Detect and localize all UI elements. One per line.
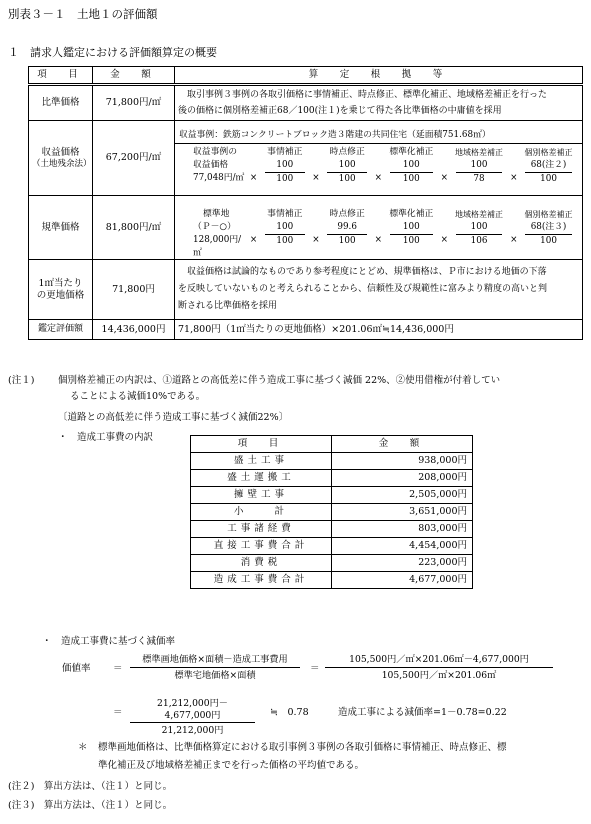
kijun-num-0: 100 — [265, 221, 305, 235]
kijun-head-5: 個別格差補正 — [524, 209, 573, 219]
shueki-num-4: 68(注２) — [525, 159, 572, 173]
rate-label: 価値率 — [62, 663, 91, 674]
cost-amount: 208,000円 — [332, 470, 473, 487]
note2: (注２) 算出方法は、（注１）と同じ。 — [8, 781, 173, 792]
cost-item: 消費税 — [191, 555, 332, 572]
kijun-num-3: 100 — [456, 221, 503, 235]
hikaku-text-2: 後の価格に個別格差補正68／100(注１)を乗じて得た各比準価格の中庸値を採用 — [178, 106, 502, 116]
cost-amount: 938,000円 — [332, 453, 473, 470]
cost-item: 盛土工事 — [191, 453, 332, 470]
cost-amount: 803,000円 — [332, 521, 473, 538]
shueki-head-5: 個別格差補正 — [524, 147, 573, 157]
kijun-head-2: 時点修正 — [329, 208, 365, 219]
fraction-1-denominator: 標準宅地価格×面積 — [174, 669, 256, 681]
shueki-num-1: 100 — [327, 159, 367, 173]
page-title: 別表３－１ 土地１の評価額 — [8, 7, 158, 21]
fraction-1-numerator: 標準画地価格×面積－造成工事費用 — [130, 654, 300, 668]
note1-line-2: ることによる減価10%である。 — [70, 391, 206, 402]
cost-item: 造成工事費合計 — [191, 572, 332, 589]
header-basis: 算 定 根 拠 等 — [175, 67, 583, 85]
kijun-den-4: 100 — [540, 235, 557, 246]
shueki-num-0: 100 — [265, 159, 305, 173]
shueki-head-3: 標準化補正 — [389, 146, 434, 157]
header-item: 項 目 — [29, 67, 93, 85]
sara-text-1: 収益価格は試論的なものであり参考程度にとどめ、規準価格は、Ｐ市における地価の下落 — [178, 267, 547, 277]
sara-text-3: 断される比準価格を採用 — [178, 301, 278, 311]
kijun-base-2: 128,000円/㎡ — [193, 235, 242, 258]
sara-label-2: の更地価格 — [36, 289, 85, 301]
fraction-2-denominator: 105,500円／㎡×201.06㎡ — [381, 669, 497, 681]
row-label-kijun: 規準価格 — [29, 196, 93, 260]
kijun-head-4: 地域格差補正 — [455, 209, 504, 219]
cost-amount: 4,454,000円 — [332, 538, 473, 555]
cost-row — [191, 487, 473, 504]
cost-row — [191, 453, 473, 470]
cost-row — [191, 538, 473, 555]
cost-table — [190, 435, 473, 589]
row-amount-sara: 71,800円 — [93, 260, 175, 320]
cost-header-item: 項 目 — [191, 436, 332, 453]
fraction-3-numerator: 21,212,000円－4,677,000円 — [130, 698, 255, 723]
cost-row — [191, 572, 473, 589]
cost-row — [191, 470, 473, 487]
cost-item: 小 計 — [191, 504, 332, 521]
cost-item: 直接工事費合計 — [191, 538, 332, 555]
row-amount-shueki: 67,200円/㎡ — [93, 121, 175, 196]
shueki-den-4: 100 — [540, 173, 557, 184]
shueki-den-0: 100 — [276, 173, 294, 184]
kijun-base-1: （Ｐ－○） — [193, 222, 236, 232]
cost-item: 盛土運搬工 — [191, 470, 332, 487]
shueki-formula: 収益事例の 収益価格 77,048円/㎡ × 事情補正 100 100 × 時点修正 100 100 × 標準化補正 100 100 × 地域格差補正 100 78 × 個別格差補正 68(注２) 100 — [175, 144, 582, 188]
shueki-base-2: 77,048円/㎡ — [193, 173, 245, 184]
cost-item: 擁壁工事 — [191, 487, 332, 504]
kantei-text: 71,800円（1㎡当たりの更地価格）×201.06㎡≒14,436,000円 — [175, 320, 583, 340]
shueki-den-2: 100 — [402, 173, 420, 184]
fraction-2 — [325, 654, 553, 681]
depreciation-result: 造成工事による減価率=1－0.78=0.22 — [338, 707, 507, 718]
kijun-den-2: 100 — [402, 235, 420, 246]
cost-row — [191, 504, 473, 521]
shueki-den-3: 78 — [473, 173, 485, 184]
kijun-num-2: 100 — [390, 221, 433, 235]
asterisk-mark: ＊ — [78, 742, 88, 753]
note3: (注３) 算出方法は、（注１）と同じ。 — [8, 800, 173, 811]
shueki-example: 収益事例：鉄筋コンクリートブロック造３階建の共同住宅（延面積751.68㎡） — [175, 128, 582, 144]
row-label-hikaku: 比準価格 — [29, 85, 93, 121]
bullet-cost-breakdown: ・ 造成工事費の内訳 — [58, 432, 154, 443]
equals-3: ＝ — [113, 707, 123, 718]
cost-item: 工事諸経費 — [191, 521, 332, 538]
kijun-head-1: 事情補正 — [267, 208, 303, 219]
cost-row — [191, 555, 473, 572]
shueki-head-4: 地域格差補正 — [455, 147, 504, 157]
row-amount-kantei: 14,436,000円 — [93, 320, 175, 340]
kijun-den-3: 106 — [470, 235, 488, 246]
asterisk-line-2: 準化補正及び地域格差補正までを行った価格の平均値である。 — [98, 760, 365, 771]
row-amount-kijun: 81,800円/㎡ — [93, 196, 175, 260]
sara-label-1: 1㎡当たり — [38, 277, 83, 289]
kijun-head-3: 標準化補正 — [389, 208, 434, 219]
kijun-num-4: 68(注３) — [525, 221, 572, 235]
header-amount: 金 額 — [93, 67, 175, 85]
cost-row — [191, 521, 473, 538]
cost-amount: 3,651,000円 — [332, 504, 473, 521]
approx-value: ≒ 0.78 — [270, 707, 309, 718]
shueki-num-2: 100 — [390, 159, 433, 173]
fraction-3 — [130, 698, 255, 737]
shueki-head-1: 事情補正 — [267, 146, 303, 157]
fraction-3-denominator: 21,212,000円 — [161, 725, 224, 736]
note1-sub: 〔道路との高低差に伴う造成工事に基づく減価22%〕 — [58, 412, 289, 423]
kijun-num-1: 99.6 — [327, 221, 367, 235]
shueki-num-3: 100 — [456, 159, 503, 173]
fraction-2-numerator: 105,500円／㎡×201.06㎡－4,677,000円 — [325, 654, 553, 668]
shueki-head-2: 時点修正 — [329, 146, 365, 157]
kijun-head-0: 標準地 — [203, 209, 230, 219]
shueki-den-1: 100 — [338, 173, 356, 184]
kijun-den-0: 100 — [276, 235, 294, 246]
cost-amount: 223,000円 — [332, 555, 473, 572]
hikaku-text-1: 取引事例３事例の各取引価格に事情補正、時点修正、標準化補正、地域格差補正を行った — [178, 90, 548, 100]
note1-label: (注１) — [8, 375, 35, 386]
row-amount-hikaku: 71,800円/㎡ — [93, 85, 175, 121]
fraction-1 — [130, 654, 300, 681]
shueki-head-0: 収益事例の — [193, 147, 237, 158]
row-label-shueki — [29, 121, 93, 196]
section-heading: １ 請求人鑑定における評価額算定の概要 — [8, 46, 217, 59]
equals-1: ＝ — [113, 663, 123, 674]
appraisal-table — [28, 66, 583, 340]
sara-text-2: を反映していないものと考えられることから、信頼性及び規範性に富みより精度の高いと判 — [178, 284, 548, 294]
cost-amount: 2,505,000円 — [332, 487, 473, 504]
row-label-kantei: 鑑定評価額 — [29, 320, 93, 340]
shueki-label-sub: （土地残余法） — [32, 158, 92, 169]
cost-amount: 4,677,000円 — [332, 572, 473, 589]
kijun-den-1: 100 — [338, 235, 356, 246]
kijun-formula: 標準地 （Ｐ－○） 128,000円/㎡ × 事情補正 100 100 × 時点修正 99.6 100 × 標準化補正 100 100 × 地域格差補正 100 106 × 個別格差補正 68(注３) 100 — [175, 206, 582, 250]
note1-line-1: 個別格差補正の内訳は、①道路との高低差に伴う造成工事に基づく減価 22%、②使用借権が付着してい — [58, 375, 501, 386]
bullet-depreciation-rate: ・ 造成工事費に基づく減価率 — [42, 636, 176, 647]
cost-header-amount: 金 額 — [332, 436, 473, 453]
row-label-sara — [29, 260, 93, 320]
asterisk-line-1: 標準画地価格は、比準価格算定における取引事例３事例の各取引価格に事情補正、時点修正、標 — [98, 742, 507, 753]
shueki-label: 収益価格 — [41, 146, 80, 158]
equals-2: ＝ — [310, 663, 320, 674]
shueki-base-1: 収益価格 — [193, 160, 229, 171]
